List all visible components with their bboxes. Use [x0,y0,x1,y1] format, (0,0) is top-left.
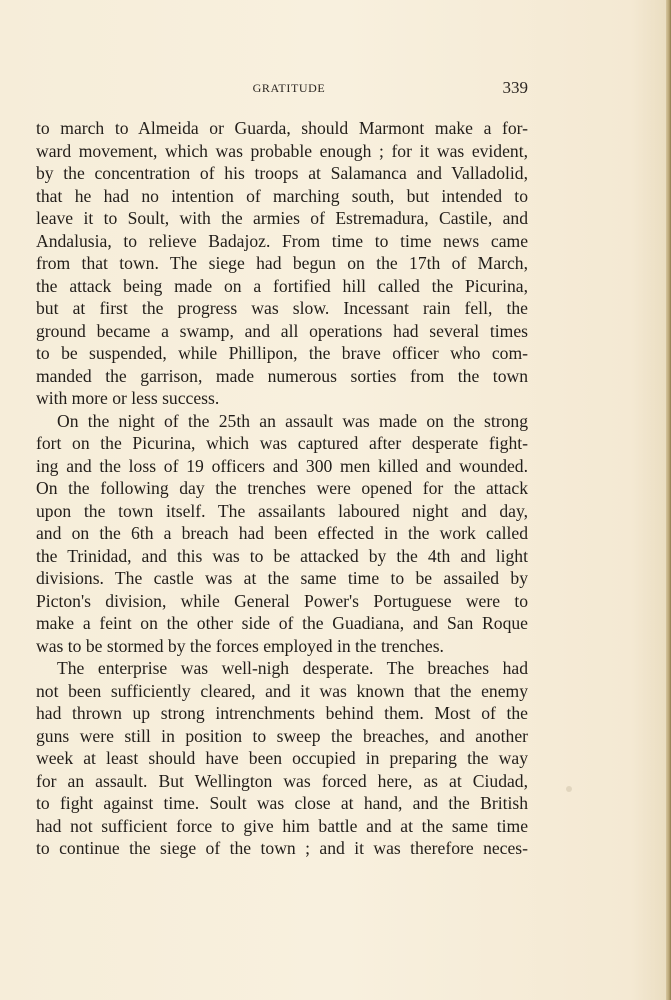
text-line: fort on the Picurina, which was captured after desperate fight- [36,433,528,453]
text-line: ground became a swamp, and all operations had several times [36,320,528,341]
text-line: was to be stormed by the forces employed in the trenches. [36,635,444,656]
chapter-title: GRATITUDE [252,81,326,95]
text-line: that he had no intention of marching south, but intended to [36,185,528,206]
text-line: but at first the progress was slow. Incessant rain fell, the [36,298,528,318]
text-line: not been sufficiently cleared, and it was known that the enemy [36,680,528,701]
text-line: to be suspended, while Phillipon, the brave officer who com- [36,343,528,363]
text-line: guns were still in position to sweep the breaches, and another [36,725,528,746]
text-line: to march to Almeida or Guarda, should Marmont make a for- [36,118,528,138]
text-line: from that town. The siege had begun on the 17th of March, [36,253,528,273]
text-line: Andalusia, to relieve Badajoz. From time to time news came [36,230,528,251]
running-head [36,78,528,100]
text-line: the attack being made on a fortified hill called the Picurina, [36,275,528,296]
text-line: make a feint on the other side of the Guadiana, and San Roque [36,613,528,633]
text-line: divisions. The castle was at the same time to be assailed by [36,568,528,588]
text-line: manded the garrison, made numerous sorties from the town [36,365,528,386]
text-line: had not sufficient force to give him battle and at the same time [36,815,528,836]
text-line: The enterprise was well-nigh desperate. The breaches had [57,658,528,678]
text-line: with more or less success. [36,388,220,408]
text-line: for an assault. But Wellington was forced here, as at Ciudad, [36,770,528,791]
text-line: the Trinidad, and this was to be attacked by the 4th and light [36,545,528,566]
page-number: 339 [502,78,528,97]
text-line: by the concentration of his troops at Salamanca and Valladolid, [36,163,528,183]
text-line: upon the town itself. The assailants laboured night and day, [36,500,528,521]
text-line: ing and the loss of 19 officers and 300 men killed and wounded. [36,455,528,476]
text-line: to continue the siege of the town ; and it was therefore neces- [36,838,528,858]
text-line: On the night of the 25th an assault was made on the strong [57,410,528,431]
text-line: and on the 6th a breach had been effected in the work called [36,523,528,543]
text-line: to fight against time. Soult was close at hand, and the British [36,793,528,813]
page-edge [666,0,671,1000]
text-line: leave it to Soult, with the armies of Estremadura, Castile, and [36,208,528,228]
paper-speck [566,786,572,792]
text-line: ward movement, which was probable enough ; for it was evident, [36,140,528,161]
text-line: On the following day the trenches were opened for the attack [36,478,528,498]
text-line: week at least should have been occupied in preparing the way [36,748,528,768]
text-line: Picton's division, while General Power's Portuguese were to [36,590,528,611]
text-line: had thrown up strong intrenchments behind them. Most of the [36,703,528,723]
body-text [36,117,528,860]
